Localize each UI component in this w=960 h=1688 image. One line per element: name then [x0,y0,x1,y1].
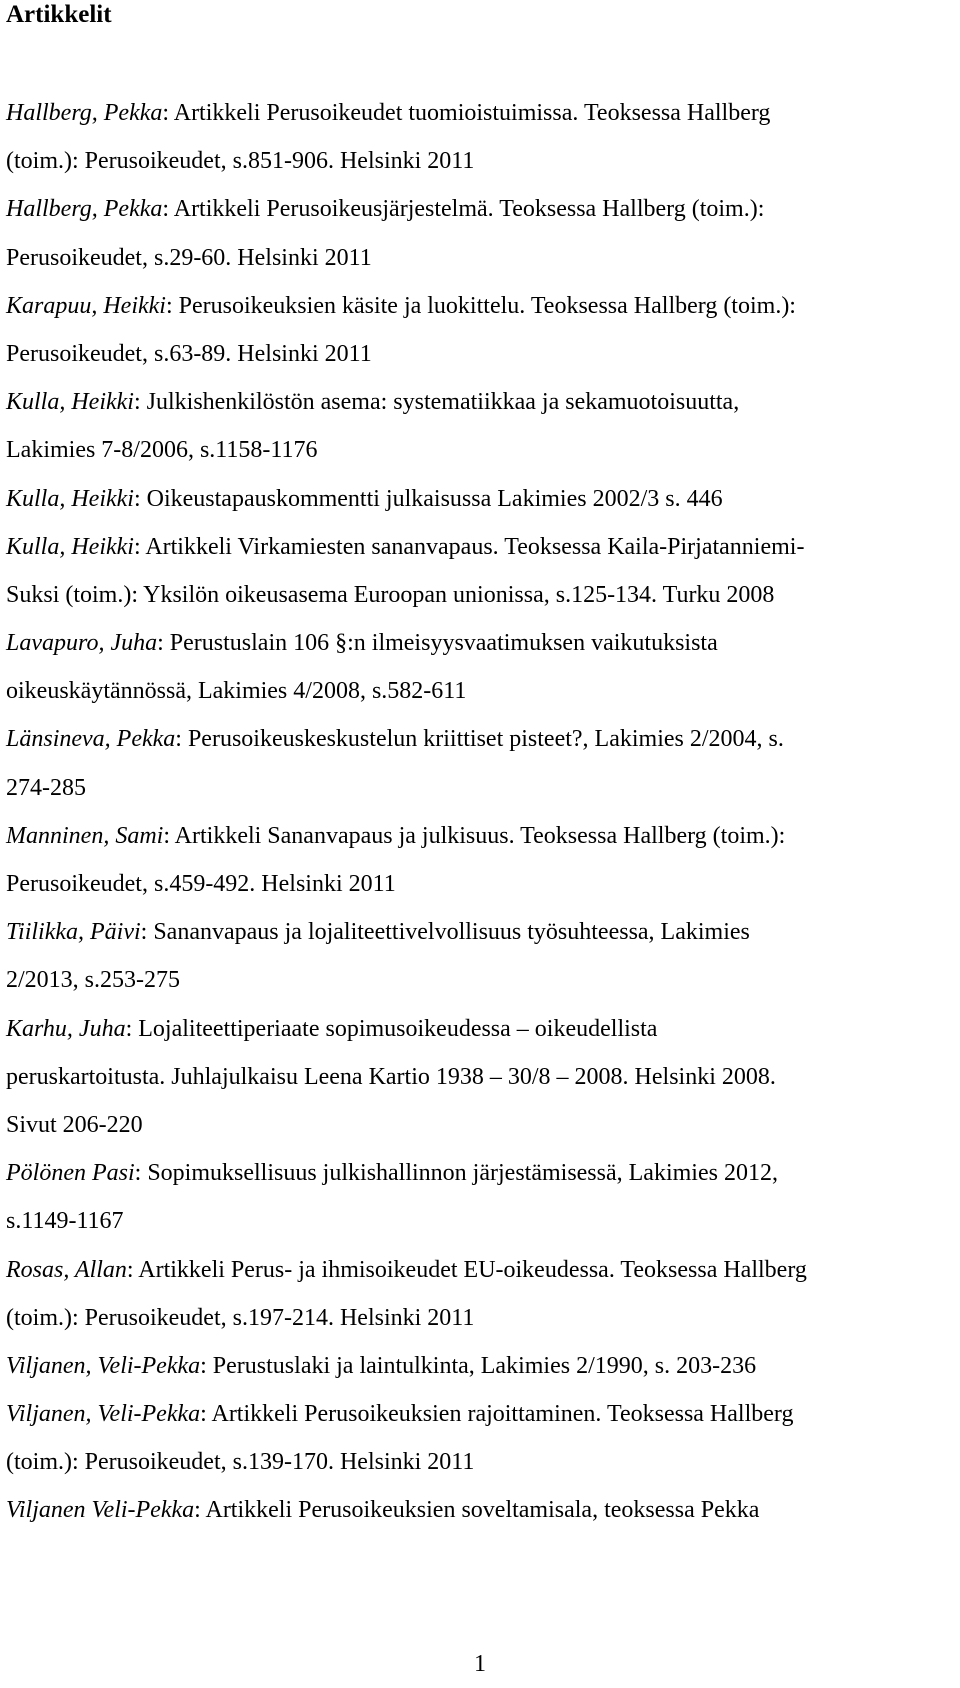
reference-line [6,378,954,426]
reference-text: s.1149-1167 [6,1208,124,1235]
reference-text: : Artikkeli Perusoikeusjärjestelmä. Teoksessa Hallberg (toim.): [162,196,765,223]
reference-text: : Julkishenkilöstön asema: systematiikkaa ja sekamuotoisuutta, [133,389,740,416]
reference-author: Tiilikka, Päivi [6,919,141,946]
reference-line [6,812,954,860]
reference-entry [6,1005,954,1150]
reference-text: : Perusoikeuksien käsite ja luokittelu. Teoksessa Hallberg (toim.): [165,292,796,319]
reference-line [6,1438,954,1486]
reference-line [6,475,954,523]
reference-text: : Artikkeli Perus- ja ihmisoikeudet EU-oikeudessa. Teoksessa Hallberg [126,1256,807,1283]
reference-text: oikeuskäytännössä, Lakimies 4/2008, s.582-611 [6,678,467,705]
reference-text: : Perustuslaki ja laintulkinta, Lakimies 2/1990, s. 203-236 [200,1352,757,1379]
reference-text: : Artikkeli Perusoikeuksien soveltamisala, teoksessa Pekka [194,1497,760,1524]
reference-text: : Sopimuksellisuus julkishallinnon järjestämisessä, Lakimies 2012, [134,1160,778,1187]
reference-text: Perusoikeudet, s.459-492. Helsinki 2011 [6,871,396,897]
reference-line [6,523,954,571]
reference-line [6,571,954,619]
reference-entry [6,89,954,185]
reference-line [6,234,954,282]
reference-text: Suksi (toim.): Yksilön oikeusasema Euroopan unionissa, s.125-134. Turku 2008 [6,581,775,608]
reference-text: Lakimies 7-8/2006, s.1158-1176 [6,437,318,464]
section-heading: Artikkelit [6,1,112,28]
reference-line [6,1390,954,1438]
reference-line [6,426,954,474]
reference-line [6,1149,954,1197]
reference-entry [6,908,954,1004]
reference-author: Hallberg, Pekka [6,196,163,223]
reference-author: Lavapuro, Juha [6,630,158,657]
reference-line [6,1005,954,1053]
reference-entry [6,812,954,908]
reference-line [6,1101,954,1149]
reference-text: : Artikkeli Perusoikeuksien rajoittaminen. Teoksessa Hallberg [200,1401,794,1428]
reference-author: Viljanen Veli-Pekka [6,1497,195,1524]
reference-text: : Artikkeli Virkamiesten sananvapaus. Teoksessa Kaila-Pirjatanniemi- [133,533,805,560]
reference-line [6,667,954,715]
reference-line [6,1486,954,1534]
reference-text: Perusoikeudet, s.63-89. Helsinki 2011 [6,340,372,367]
reference-text: (toim.): Perusoikeudet, s.851-906. Helsinki 2011 [6,148,475,175]
reference-entry [6,475,954,523]
reference-author: Karhu, Juha [6,1015,126,1042]
reference-text: (toim.): Perusoikeudet, s.197-214. Helsinki 2011 [6,1304,475,1331]
reference-text: : Artikkeli Perusoikeudet tuomioistuimissa. Teoksessa Hallberg [162,100,771,126]
reference-line [6,1053,954,1101]
reference-author: Pölönen Pasi [6,1160,135,1187]
reference-entry [6,1342,954,1390]
reference-line [6,330,954,378]
reference-line [6,908,954,956]
reference-author: Karapuu, Heikki [6,292,166,319]
reference-text: : Lojaliteettiperiaate sopimusoikeudessa – oikeudellista [125,1015,658,1042]
reference-line [6,764,954,812]
reference-text: peruskartoitusta. Juhlajulkaisu Leena Kartio 1938 – 30/8 – 2008. Helsinki 2008. [6,1063,776,1090]
reference-text: (toim.): Perusoikeudet, s.139-170. Helsinki 2011 [6,1449,475,1476]
reference-entry [6,1149,954,1245]
reference-author: Länsineva, Pekka [6,726,176,753]
reference-author: Kulla, Heikki [6,485,134,512]
reference-line [6,715,954,763]
reference-text: : Sananvapaus ja lojaliteettivelvollisuus työsuhteessa, Lakimies [140,919,750,946]
reference-entry [6,523,954,619]
reference-entry [6,378,954,474]
document-page [6,0,954,1535]
reference-entry [6,282,954,378]
reference-line [6,860,954,908]
reference-author: Viljanen, Veli-Pekka [6,1401,201,1428]
reference-line [6,1246,954,1294]
reference-entry [6,1486,954,1534]
reference-entry [6,715,954,811]
reference-entry [6,619,954,715]
reference-line [6,282,954,330]
reference-list [6,89,954,1535]
reference-text: Sivut 206-220 [6,1111,143,1138]
reference-text: 274-285 [6,774,86,801]
reference-author: Manninen, Sami [6,822,164,849]
reference-text: : Perusoikeuskeskustelun kriittiset pisteet?, Lakimies 2/2004, s. [175,726,784,753]
reference-text: : Perustuslain 106 §:n ilmeisyysvaatimuksen vaikutuksista [157,630,718,657]
reference-entry [6,185,954,281]
reference-entry [6,1390,954,1486]
reference-author: Viljanen, Veli-Pekka [6,1352,201,1379]
reference-line [6,185,954,233]
reference-line [6,137,954,185]
reference-text: 2/2013, s.253-275 [6,967,180,994]
reference-line [6,619,954,667]
reference-line [6,1342,954,1390]
reference-entry [6,1246,954,1342]
reference-line [6,89,954,137]
reference-author: Kulla, Heikki [6,389,134,416]
reference-text: : Artikkeli Sananvapaus ja julkisuus. Teoksessa Hallberg (toim.): [163,822,786,849]
reference-line [6,956,954,1004]
reference-line [6,1197,954,1245]
reference-text: Perusoikeudet, s.29-60. Helsinki 2011 [6,244,372,271]
reference-author: Hallberg, Pekka [6,100,163,126]
reference-author: Rosas, Allan [6,1256,127,1283]
page-number: 1 [474,1651,486,1677]
reference-text: : Oikeustapauskommentti julkaisussa Lakimies 2002/3 s. 446 [133,485,723,512]
reference-author: Kulla, Heikki [6,533,134,560]
reference-line [6,1294,954,1342]
